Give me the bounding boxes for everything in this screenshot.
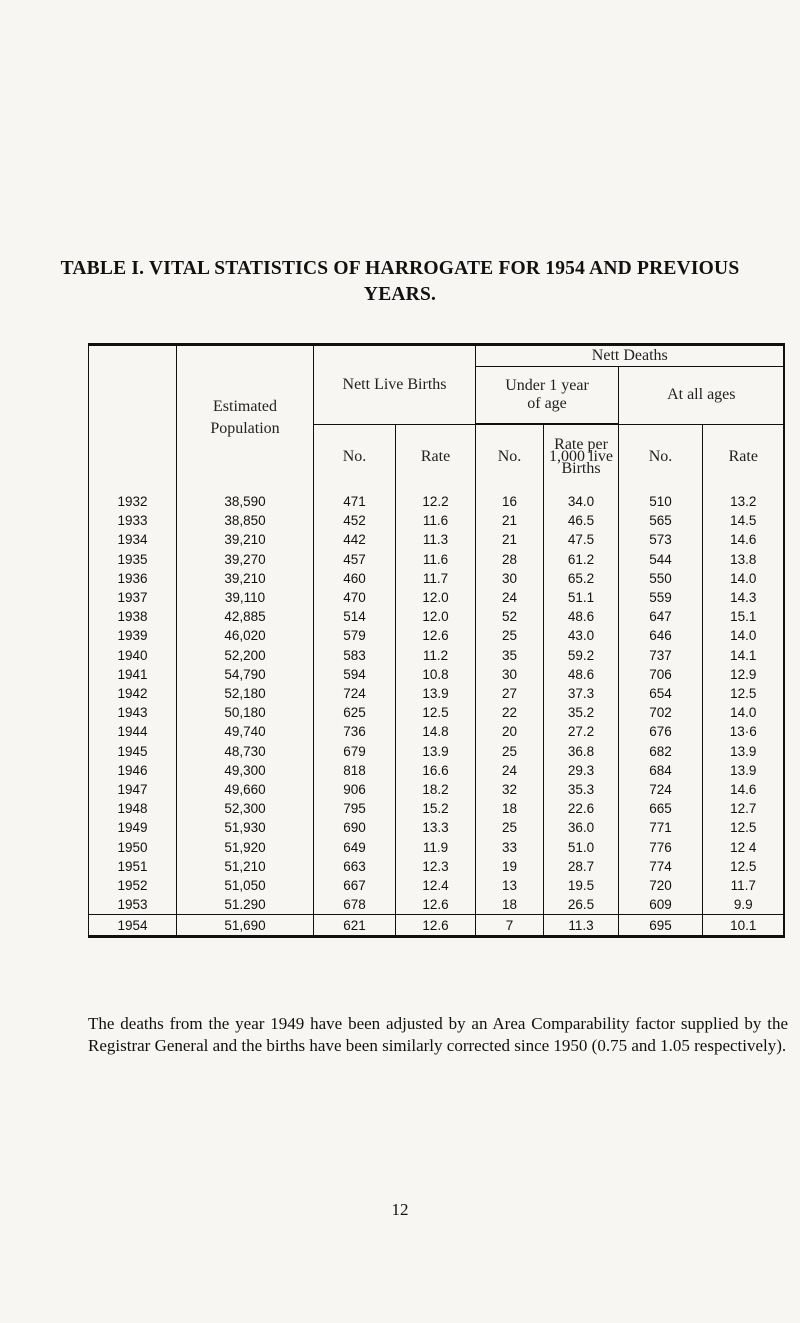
- value-cell: 39,210: [177, 569, 314, 588]
- value-cell: 647: [619, 607, 703, 626]
- infant-deaths-no-header: No.: [476, 424, 544, 489]
- value-cell: 59.2: [544, 646, 619, 665]
- value-cell: 11.7: [730, 878, 756, 894]
- value-cell: 442: [314, 530, 396, 549]
- nett-deaths-header: Nett Deaths: [476, 346, 784, 367]
- value-cell: 51.0: [544, 838, 619, 857]
- value-cell: 13.9: [730, 762, 757, 778]
- value-cell: 50,180: [177, 703, 314, 722]
- table-row: [89, 530, 784, 549]
- value-cell: 594: [314, 665, 396, 684]
- value-cell: 565: [619, 511, 703, 530]
- all-deaths-no-header: No.: [619, 424, 703, 489]
- value-cell: 22.6: [544, 799, 619, 818]
- year-cell: 1949: [89, 818, 177, 837]
- value-cell: 34.0: [544, 489, 619, 511]
- value-cell: 11.3: [544, 915, 619, 936]
- table-row: [89, 780, 784, 799]
- value-cell: 28: [476, 550, 544, 569]
- value-cell: 13.3: [396, 818, 476, 837]
- infant-rate-per-1000-header: [544, 424, 619, 489]
- value-cell: 36.0: [544, 818, 619, 837]
- value-cell: 12.7: [730, 801, 757, 817]
- value-cell: 28.7: [544, 857, 619, 876]
- value-cell: 13.9: [396, 742, 476, 761]
- value-cell: 15.2: [396, 799, 476, 818]
- value-cell: 471: [314, 489, 396, 511]
- table-row: [89, 684, 784, 703]
- value-cell: 49,740: [177, 722, 314, 741]
- value-cell: 20: [476, 722, 544, 741]
- value-cell: 12 4: [730, 839, 757, 855]
- year-cell: 1942: [89, 684, 177, 703]
- value-cell: 544: [619, 550, 703, 569]
- value-cell: 724: [314, 684, 396, 703]
- value-cell: 65.2: [544, 569, 619, 588]
- value-cell: 51,050: [177, 876, 314, 895]
- year-cell: 1941: [89, 665, 177, 684]
- value-cell: 30: [476, 665, 544, 684]
- value-cell: 720: [619, 876, 703, 895]
- page-number: 12: [391, 1200, 409, 1219]
- value-cell: 51,930: [177, 818, 314, 837]
- year-column-header: [89, 346, 177, 489]
- value-cell: 678: [314, 895, 396, 915]
- value-cell: 11.2: [396, 646, 476, 665]
- value-cell: 795: [314, 799, 396, 818]
- nett-live-births-header: Nett Live Births: [314, 346, 476, 424]
- value-cell: 47.5: [544, 530, 619, 549]
- value-cell: 11.6: [396, 550, 476, 569]
- table-row: [89, 742, 784, 761]
- table-row: [89, 703, 784, 722]
- value-cell: 18: [476, 799, 544, 818]
- value-cell: 48,730: [177, 742, 314, 761]
- value-cell: 21: [476, 530, 544, 549]
- year-cell: 1940: [89, 646, 177, 665]
- table-row: [89, 915, 784, 936]
- value-cell: 14.6: [730, 782, 757, 798]
- year-cell: 1938: [89, 607, 177, 626]
- table-body: [89, 489, 784, 935]
- table-row: [89, 857, 784, 876]
- value-cell: 14.3: [730, 590, 757, 606]
- value-cell: 15.1: [730, 609, 757, 625]
- value-cell: 736: [314, 722, 396, 741]
- value-cell: 12.5: [396, 703, 476, 722]
- table-row: [89, 550, 784, 569]
- value-cell: 9.9: [733, 897, 753, 913]
- value-cell: 52,180: [177, 684, 314, 703]
- year-cell: 1951: [89, 857, 177, 876]
- year-cell: 1950: [89, 838, 177, 857]
- value-cell: 559: [619, 588, 703, 607]
- value-cell: 38,850: [177, 511, 314, 530]
- table-row: [89, 588, 784, 607]
- value-cell: 550: [619, 569, 703, 588]
- value-cell: 663: [314, 857, 396, 876]
- year-cell: 1952: [89, 876, 177, 895]
- value-cell: 13.8: [730, 551, 757, 567]
- value-cell: 13.9: [396, 684, 476, 703]
- year-cell: 1947: [89, 780, 177, 799]
- year-cell: 1953: [89, 895, 177, 915]
- value-cell: 621: [314, 915, 396, 936]
- value-cell: 906: [314, 780, 396, 799]
- value-cell: 19.5: [544, 876, 619, 895]
- header-text: Estimated: [213, 397, 277, 415]
- value-cell: 510: [619, 489, 703, 511]
- value-cell: 460: [314, 569, 396, 588]
- value-cell: 654: [619, 684, 703, 703]
- value-cell: 51,690: [177, 915, 314, 936]
- year-cell: 1939: [89, 626, 177, 645]
- value-cell: 14.1: [730, 647, 757, 663]
- table-row: [89, 607, 784, 626]
- value-cell: 11.3: [396, 530, 476, 549]
- table-row: [89, 626, 784, 645]
- value-cell: 573: [619, 530, 703, 549]
- value-cell: 51,210: [177, 857, 314, 876]
- value-cell: 12.5: [730, 686, 757, 702]
- year-cell: 1934: [89, 530, 177, 549]
- value-cell: 42,885: [177, 607, 314, 626]
- value-cell: 51,920: [177, 838, 314, 857]
- value-cell: 676: [619, 722, 703, 741]
- year-cell: 1932: [89, 489, 177, 511]
- value-cell: 27: [476, 684, 544, 703]
- value-cell: 16.6: [396, 761, 476, 780]
- value-cell: 10.1: [703, 915, 784, 936]
- table-row: [89, 665, 784, 684]
- value-cell: 16: [476, 489, 544, 511]
- value-cell: 48.6: [544, 607, 619, 626]
- value-cell: 25: [476, 626, 544, 645]
- value-cell: 684: [619, 761, 703, 780]
- value-cell: 38,590: [177, 489, 314, 511]
- value-cell: 13.9: [730, 743, 757, 759]
- value-cell: 26.5: [544, 895, 619, 915]
- value-cell: 52,200: [177, 646, 314, 665]
- header-text: Rate per: [554, 436, 608, 453]
- vital-statistics-table-frame: [88, 343, 785, 938]
- value-cell: 12.4: [396, 876, 476, 895]
- value-cell: 25: [476, 818, 544, 837]
- value-cell: 27.2: [544, 722, 619, 741]
- value-cell: 12.5: [730, 858, 757, 874]
- value-cell: 39,210: [177, 530, 314, 549]
- at-all-ages-header: At all ages: [667, 386, 736, 404]
- value-cell: 52: [476, 607, 544, 626]
- value-cell: 35: [476, 646, 544, 665]
- value-cell: 39,110: [177, 588, 314, 607]
- year-cell: 1944: [89, 722, 177, 741]
- value-cell: 18.2: [396, 780, 476, 799]
- footnote: The deaths from the year 1949 have been adjusted by an Area Comparability factor supplied by the Registrar General and the births have been similarly corrected since 1950 (0.75 and 1.05 respectively).: [88, 1014, 788, 1055]
- value-cell: 706: [619, 665, 703, 684]
- value-cell: 11.7: [396, 569, 476, 588]
- value-cell: 690: [314, 818, 396, 837]
- value-cell: 51.1: [544, 588, 619, 607]
- value-cell: 18: [476, 895, 544, 915]
- value-cell: 646: [619, 626, 703, 645]
- header-text: Under 1 year: [505, 377, 589, 394]
- value-cell: 7: [476, 915, 544, 936]
- table-row: [89, 722, 784, 741]
- value-cell: 776: [619, 838, 703, 857]
- value-cell: 12.2: [396, 489, 476, 511]
- value-cell: 10.8: [396, 665, 476, 684]
- value-cell: 13·6: [729, 724, 757, 740]
- value-cell: 12.5: [730, 820, 757, 836]
- table-row: [89, 569, 784, 588]
- value-cell: 682: [619, 742, 703, 761]
- value-cell: 695: [619, 915, 703, 936]
- table-row: [89, 511, 784, 530]
- value-cell: 19: [476, 857, 544, 876]
- value-cell: 61.2: [544, 550, 619, 569]
- value-cell: 12.0: [396, 588, 476, 607]
- estimated-population-header: [177, 346, 314, 489]
- table-row: [89, 876, 784, 895]
- births-rate-header: Rate: [396, 424, 476, 489]
- value-cell: 14.5: [730, 513, 757, 529]
- year-cell: 1936: [89, 569, 177, 588]
- header-text: of age: [527, 395, 567, 412]
- value-cell: 49,660: [177, 780, 314, 799]
- value-cell: 667: [314, 876, 396, 895]
- value-cell: 13: [476, 876, 544, 895]
- births-no-header: No.: [314, 424, 396, 489]
- year-cell: 1935: [89, 550, 177, 569]
- value-cell: 46,020: [177, 626, 314, 645]
- year-cell: 1945: [89, 742, 177, 761]
- all-deaths-rate-header: Rate: [703, 424, 784, 489]
- year-cell: 1954: [89, 915, 177, 936]
- value-cell: 36.8: [544, 742, 619, 761]
- value-cell: 46.5: [544, 511, 619, 530]
- value-cell: 35.3: [544, 780, 619, 799]
- year-cell: 1948: [89, 799, 177, 818]
- year-cell: 1943: [89, 703, 177, 722]
- value-cell: 24: [476, 761, 544, 780]
- value-cell: 24: [476, 588, 544, 607]
- value-cell: 22: [476, 703, 544, 722]
- value-cell: 12.6: [396, 895, 476, 915]
- value-cell: 25: [476, 742, 544, 761]
- value-cell: 49,300: [177, 761, 314, 780]
- value-cell: 583: [314, 646, 396, 665]
- value-cell: 11.9: [396, 838, 476, 857]
- value-cell: 774: [619, 857, 703, 876]
- value-cell: 771: [619, 818, 703, 837]
- value-cell: 12.6: [396, 626, 476, 645]
- value-cell: 818: [314, 761, 396, 780]
- value-cell: 43.0: [544, 626, 619, 645]
- value-cell: 12.6: [396, 915, 476, 936]
- value-cell: 649: [314, 838, 396, 857]
- value-cell: 702: [619, 703, 703, 722]
- value-cell: 579: [314, 626, 396, 645]
- table-title: TABLE I. VITAL STATISTICS OF HARROGATE FOR 1954 AND PREVIOUS YEARS.: [60, 258, 740, 305]
- value-cell: 35.2: [544, 703, 619, 722]
- value-cell: 457: [314, 550, 396, 569]
- table-row: [89, 799, 784, 818]
- under-1-year-header: [476, 367, 619, 425]
- value-cell: 21: [476, 511, 544, 530]
- value-cell: 737: [619, 646, 703, 665]
- year-cell: 1937: [89, 588, 177, 607]
- table-row: [89, 818, 784, 837]
- value-cell: 54,790: [177, 665, 314, 684]
- value-cell: 32: [476, 780, 544, 799]
- value-cell: 14.8: [396, 722, 476, 741]
- value-cell: 37.3: [544, 684, 619, 703]
- header-text: Population: [210, 419, 280, 437]
- header-text: Births: [561, 460, 601, 477]
- value-cell: 14.0: [730, 628, 757, 644]
- year-cell: 1933: [89, 511, 177, 530]
- value-cell: 14.6: [730, 532, 757, 548]
- table-row: [89, 895, 784, 915]
- value-cell: 625: [314, 703, 396, 722]
- value-cell: 48.6: [544, 665, 619, 684]
- value-cell: 724: [619, 780, 703, 799]
- value-cell: 12.0: [396, 607, 476, 626]
- value-cell: 30: [476, 569, 544, 588]
- value-cell: 12.3: [396, 857, 476, 876]
- value-cell: 609: [619, 895, 703, 915]
- year-cell: 1946: [89, 761, 177, 780]
- value-cell: 39,270: [177, 550, 314, 569]
- vital-statistics-table: [88, 346, 784, 935]
- value-cell: 665: [619, 799, 703, 818]
- value-cell: 51.290: [177, 895, 314, 915]
- value-cell: 452: [314, 511, 396, 530]
- table-row: [89, 761, 784, 780]
- value-cell: 52,300: [177, 799, 314, 818]
- header-text: 1,000 live: [549, 448, 614, 465]
- value-cell: 33: [476, 838, 544, 857]
- table-row: [89, 838, 784, 857]
- table-row: [89, 646, 784, 665]
- value-cell: 13.2: [730, 494, 757, 509]
- value-cell: 12.9: [730, 666, 757, 682]
- value-cell: 679: [314, 742, 396, 761]
- value-cell: 11.6: [396, 511, 476, 530]
- value-cell: 470: [314, 588, 396, 607]
- value-cell: 29.3: [544, 761, 619, 780]
- table-row: [89, 489, 784, 511]
- value-cell: 14.0: [730, 570, 757, 586]
- value-cell: 14.0: [730, 705, 757, 721]
- value-cell: 514: [314, 607, 396, 626]
